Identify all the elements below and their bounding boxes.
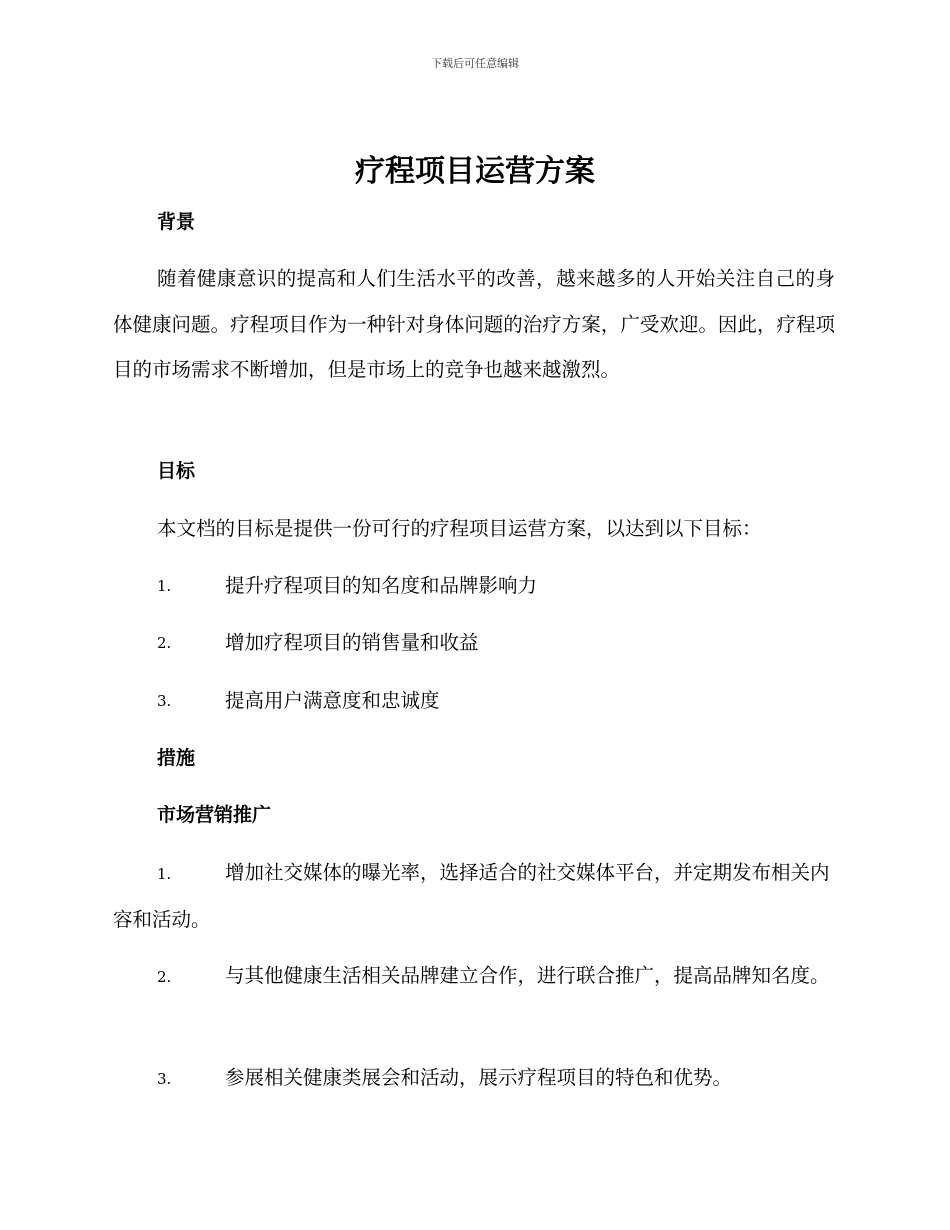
- list-item-text: 增加疗程项目的销售量和收益: [225, 631, 479, 654]
- section-heading-measures: 措施: [157, 747, 196, 769]
- background-paragraph: 随着健康意识的提高和人们生活水平的改善，越来越多的人开始关注自己的身体健康问题。疗程项目作为一种针对身体问题的治疗方案，广受欢迎。因此，疗程项目的市场需求不断增加，但是市场上的竞争也越来越激烈。: [113, 267, 835, 381]
- list-number: 1.: [157, 577, 172, 595]
- list-item-text: 提高用户满意度和忠诚度: [225, 689, 440, 712]
- measure-item: [113, 1055, 835, 1102]
- header-note: 下载后可任意编辑: [431, 57, 519, 70]
- list-item-text: 增加社交媒体的曝光率，选择适合的社交媒体平台，并定期发布相关内容和活动。: [113, 861, 830, 931]
- list-number: 2.: [157, 634, 172, 652]
- goals-intro: 本文档的目标是提供一份可行的疗程项目运营方案，以达到以下目标：: [157, 517, 762, 540]
- list-item-text: 参展相关健康类展会和活动，展示疗程项目的特色和优势。: [225, 1066, 733, 1089]
- subheading-marketing: 市场营销推广: [157, 804, 272, 826]
- list-item-text: 提升疗程项目的知名度和品牌影响力: [225, 574, 538, 597]
- list-number: 2.: [157, 968, 172, 986]
- section-heading-background: 背景: [157, 211, 196, 233]
- document-title: 疗程项目运营方案: [355, 154, 595, 189]
- measure-item: [113, 953, 835, 1000]
- measure-item: [113, 850, 835, 942]
- list-number: 1.: [157, 865, 172, 883]
- list-number: 3.: [157, 1070, 172, 1088]
- list-number: 3.: [157, 692, 172, 710]
- section-heading-goals: 目标: [157, 460, 196, 482]
- list-item-text: 与其他健康生活相关品牌建立合作，进行联合推广，提高品牌知名度。: [225, 964, 830, 987]
